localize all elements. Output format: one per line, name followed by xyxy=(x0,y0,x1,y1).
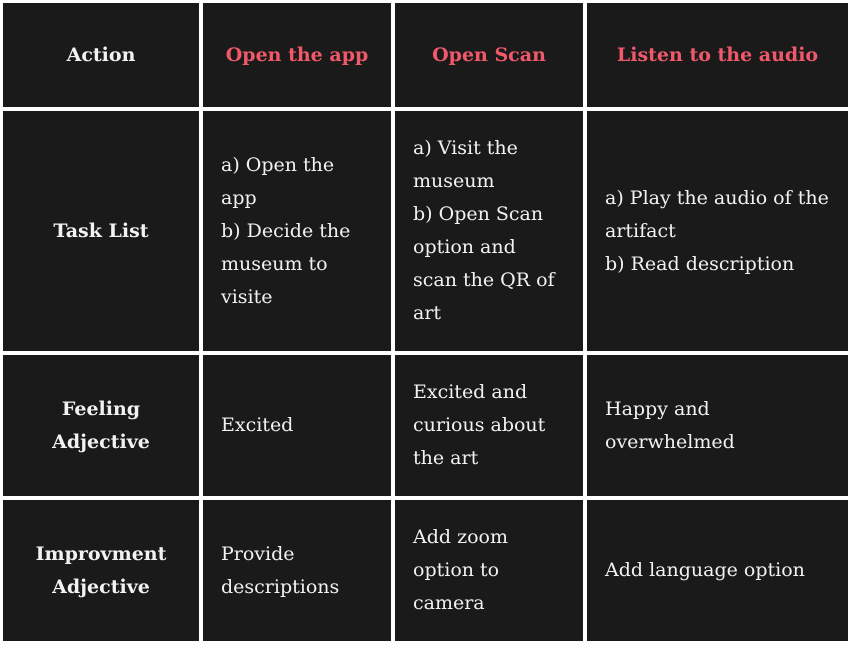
feeling-listen-audio-cell xyxy=(587,355,848,496)
task-list-open-app-cell xyxy=(203,111,391,351)
row-improvment-adjective-label-cell xyxy=(3,500,199,641)
header-open-scan-cell xyxy=(395,3,583,107)
feeling-open-app-text: Excited xyxy=(221,414,294,436)
task-list-open-scan-cell xyxy=(395,111,583,351)
feeling-open-app-cell xyxy=(203,355,391,496)
header-listen-audio-label: Listen to the audio xyxy=(616,43,819,66)
row-feeling-adjective-label: Feeling Adjective xyxy=(52,397,150,453)
row-improvment-adjective-label: Improvment Adjective xyxy=(35,542,167,598)
task-list-open-app-text: a) Open the app b) Decide the museum to visite xyxy=(221,153,351,308)
improvment-open-app-text: Provide descriptions xyxy=(221,542,340,598)
improvment-listen-audio-text: Add language option xyxy=(605,559,805,581)
journey-table xyxy=(3,3,848,643)
row-task-list-label-cell xyxy=(3,111,199,351)
improvment-open-scan-text: Add zoom option to camera xyxy=(413,526,508,614)
task-list-listen-audio-text: a) Play the audio of the artifact b) Read description xyxy=(605,186,829,275)
row-task-list-label: Task List xyxy=(53,219,149,242)
header-action-cell xyxy=(3,3,199,107)
improvment-listen-audio-cell xyxy=(587,500,848,641)
feeling-open-scan-text: Excited and curious about the art xyxy=(413,381,546,469)
improvment-open-scan-cell xyxy=(395,500,583,641)
feeling-listen-audio-text: Happy and overwhelmed xyxy=(605,397,735,453)
header-open-app-label: Open the app xyxy=(225,43,369,66)
feeling-open-scan-cell xyxy=(395,355,583,496)
row-feeling-adjective-label-cell xyxy=(3,355,199,496)
header-open-scan-label: Open Scan xyxy=(432,43,546,66)
header-open-app-cell xyxy=(203,3,391,107)
improvment-open-app-cell xyxy=(203,500,391,641)
task-list-listen-audio-cell xyxy=(587,111,848,351)
task-list-open-scan-text: a) Visit the museum b) Open Scan option and scan the QR of art xyxy=(413,137,555,324)
header-action-label: Action xyxy=(66,43,136,66)
header-listen-audio-cell xyxy=(587,3,848,107)
